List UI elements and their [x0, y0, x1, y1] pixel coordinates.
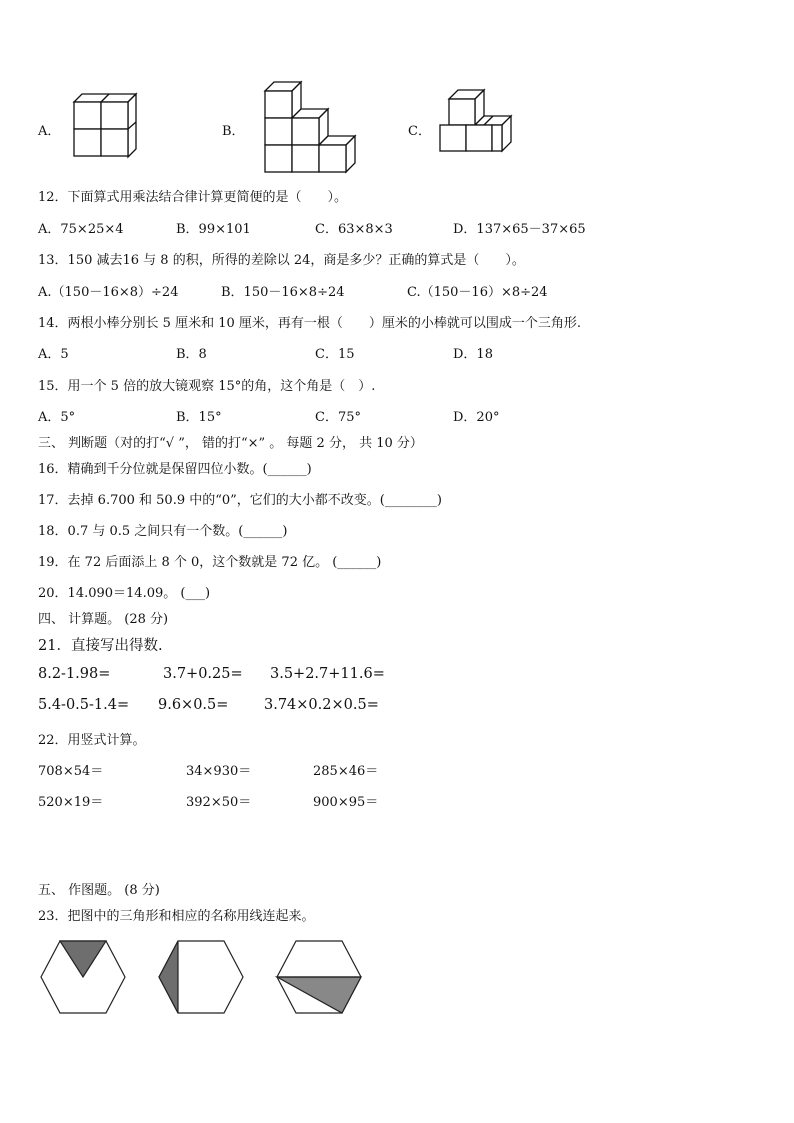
q22-item: 708×54＝: [38, 764, 104, 779]
q13-option-b: B．150－16×8÷24: [221, 285, 345, 300]
q21-item: 5.4-0.5-1.4=: [38, 697, 130, 713]
question-17: 17．去掉 6.700 和 50.9 中的“0”，它们的大小都不改变。(________): [38, 493, 442, 508]
section-4-heading: 四、 计算题。 (28 分): [38, 612, 169, 627]
q12-option-a: A．75×25×4: [38, 222, 124, 237]
section-3-heading: 三、 判断题（对的打“√ ”， 错的打“×” 。 每题 2 分， 共 10 分）: [38, 436, 423, 451]
question-14: 14．两根小棒分别长 5 厘米和 10 厘米，再有一根（ ）厘米的小棒就可以围成一个三角形.: [38, 316, 582, 331]
q11-option-c-label: C．: [408, 124, 431, 139]
q22-item: 900×95＝: [313, 795, 379, 810]
q22-item: 520×19＝: [38, 795, 104, 810]
q13-option-c: C.（150－16）×8÷24: [407, 285, 548, 300]
q14-option-a: A．5: [38, 347, 69, 362]
q21-item: 3.5+2.7+11.6=: [270, 666, 385, 682]
q15-option-b: B．15°: [176, 410, 222, 425]
q13-option-a: A.（150－16×8）÷24: [38, 285, 179, 300]
q22-item: 34×930＝: [186, 764, 252, 779]
hexagon-figure-2: [158, 940, 244, 1014]
question-13: 13．150 减去16 与 8 的积，所得的差除以 24，商是多少？正确的算式是（ ）。: [38, 253, 525, 268]
section-5-heading: 五、 作图题。 (8 分): [38, 883, 160, 898]
question-15: 15．用一个 5 倍的放大镜观察 15°的角，这个角是（ ）.: [38, 379, 376, 394]
question-12: 12．下面算式用乘法结合律计算更简便的是（ ）。: [38, 190, 348, 205]
q21-item: 8.2-1.98=: [38, 666, 111, 682]
q11-option-a-label: A．: [38, 124, 61, 139]
hexagon-figure-3: [276, 940, 362, 1014]
cube-figure-b: [265, 82, 355, 174]
q15-option-a: A．5°: [38, 410, 76, 425]
q15-option-c: C．75°: [315, 410, 361, 425]
question-20: 20．14.090＝14.09。 (___): [38, 586, 211, 601]
cube-figure-c: [440, 90, 512, 164]
q14-option-b: B．8: [176, 347, 207, 362]
q22-item: 285×46＝: [313, 764, 379, 779]
q21-item: 3.74×0.2×0.5=: [264, 697, 379, 713]
question-18: 18．0.7 与 0.5 之间只有一个数。(______): [38, 524, 288, 539]
q12-option-c: C．63×8×3: [315, 222, 393, 237]
question-22-title: 22．用竖式计算。: [38, 733, 146, 748]
q12-option-b: B．99×101: [176, 222, 251, 237]
hexagon-figure-1: [40, 940, 126, 1014]
question-21-title: 21．直接写出得数.: [38, 638, 163, 654]
question-23: 23．把图中的三角形和相应的名称用线连起来。: [38, 909, 315, 924]
cube-figure-a: [74, 94, 138, 160]
q22-item: 392×50＝: [186, 795, 252, 810]
q12-option-d: D．137×65－37×65: [453, 222, 586, 237]
q21-item: 9.6×0.5=: [158, 697, 229, 713]
q11-option-b-label: B．: [222, 124, 245, 139]
q15-option-d: D．20°: [453, 410, 500, 425]
q21-item: 3.7+0.25=: [163, 666, 243, 682]
question-16: 16．精确到千分位就是保留四位小数。(______): [38, 462, 312, 477]
q14-option-d: D．18: [453, 347, 493, 362]
q14-option-c: C．15: [315, 347, 355, 362]
question-19: 19．在 72 后面添上 8 个 0，这个数就是 72 亿。 (______): [38, 555, 382, 570]
